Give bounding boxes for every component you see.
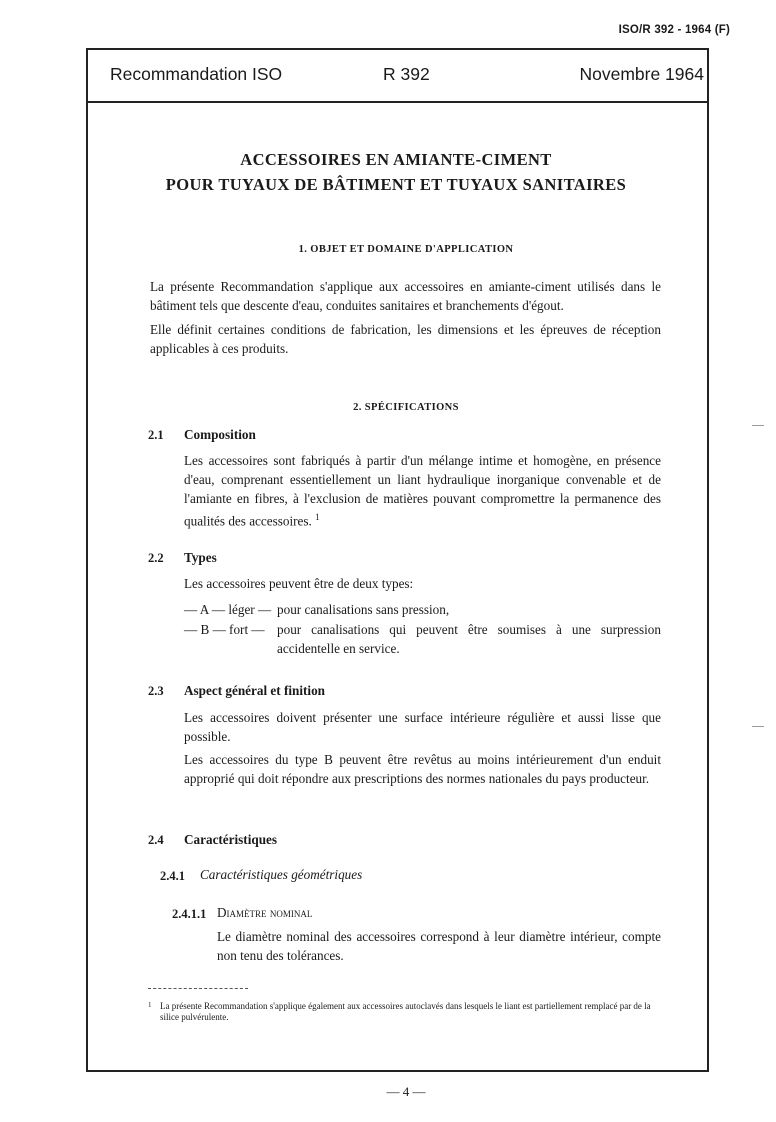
section-2-2-title: Types	[184, 550, 217, 565]
title-line-1: ACCESSOIRES EN AMIANTE-CIMENT	[240, 150, 552, 169]
section-1-heading: 1. OBJET ET DOMAINE D'APPLICATION	[298, 244, 514, 255]
header-date: Novembre 1964	[579, 64, 704, 84]
section-2-4-1-number: 2.4.1	[160, 869, 185, 883]
section-2-4-1-1-number: 2.4.1.1	[172, 907, 207, 921]
section-2-1-title: Composition	[184, 427, 256, 442]
section-2-1-number: 2.1	[148, 428, 164, 442]
section-2-4-1-1-title: Diamètre nominal	[217, 905, 313, 920]
section-2-4-1-1-text: Le diamètre nominal des accessoires correspond à leur diamètre intérieur, compte non tenu des tolérances.	[217, 929, 661, 963]
header-recommendation: Recommandation ISO	[110, 64, 283, 84]
section-2-3-paragraph-2: Les accessoires du type B peuvent être revêtus au moins intérieurement d'un enduit approprié qui doit répondre aux prescriptions des normes nationales du pays producteur.	[184, 752, 661, 786]
section-2-4-number: 2.4	[148, 833, 164, 847]
section-2-heading: 2. SPÉCIFICATIONS	[353, 402, 459, 413]
title-line-2: POUR TUYAUX DE BÂTIMENT ET TUYAUX SANITAIRES	[165, 175, 627, 194]
section-2-3-paragraph-1: Les accessoires doivent présenter une surface intérieure régulière et aussi lisse que possible.	[184, 710, 661, 744]
section-2-4-title: Caractéristiques	[184, 832, 278, 847]
section-2-3-number: 2.3	[148, 684, 164, 698]
type-a-label: — A — léger —	[184, 602, 272, 617]
section-2-2-intro: Les accessoires peuvent être de deux types:	[184, 576, 414, 591]
page-number: — 4 —	[386, 1084, 426, 1099]
edge-mark-upper	[752, 425, 764, 426]
section-2-1-body: Les accessoires sont fabriqués à partir d'un mélange intime et homogène, en présence d'eau, comprenant essentiellement un liant hydraulique inorganique convenable et de l'amiante en fibres, à l'exclusion de matières pouvant compromettre la permanence des qualités des accessoires.	[184, 453, 661, 529]
header-number: R 392	[383, 64, 430, 84]
footnote-reference: 1	[315, 512, 320, 522]
type-b-label: — B — fort —	[184, 622, 265, 637]
section-2-3-title: Aspect général et finition	[184, 683, 326, 698]
section-2-1-text	[184, 451, 661, 530]
section-2-2-number: 2.2	[148, 551, 164, 565]
section-1-paragraph-1: La présente Recommandation s'applique aux accessoires en amiante-ciment utilisés dans le bâtiment tels que descente d'eau, conduites sanitaires et branchements d'égout.	[150, 279, 661, 313]
edge-mark-lower	[752, 726, 764, 727]
type-a-description: pour canalisations sans pression,	[277, 602, 450, 617]
type-b-description: pour canalisations qui peuvent être soumises à une surpression accidentelle en service.	[277, 622, 661, 656]
section-1-paragraph-2: Elle définit certaines conditions de fabrication, les dimensions et les épreuves de réception applicables à ces produits.	[150, 322, 661, 356]
footnote-text: La présente Recommandation s'applique également aux accessoires autoclavés dans lesquels le liant est partiellement remplacé par de la silice pulvérulente.	[160, 1001, 651, 1022]
section-2-4-1-title: Caractéristiques géométriques	[200, 867, 363, 882]
footnote-rule	[148, 988, 248, 989]
footnote-mark: 1	[148, 1001, 152, 1009]
document-reference: ISO/R 392 - 1964 (F)	[618, 24, 730, 36]
